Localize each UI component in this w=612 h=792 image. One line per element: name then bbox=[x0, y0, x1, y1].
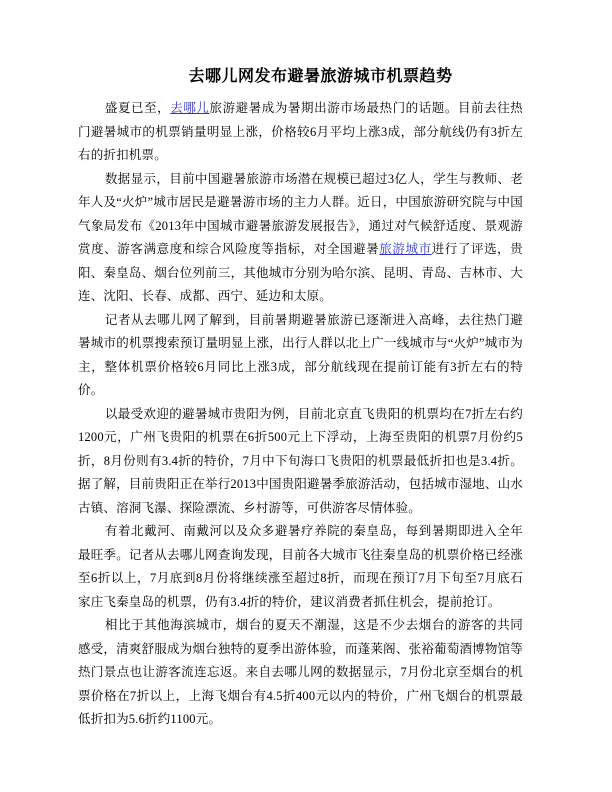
text-run: 以最受欢迎的避暑城市贵阳为例，目前北京直飞贵阳的机票均在7折左右约1200元，广州飞贵阳的机票在6折500元上下浮动，上海至贵阳的机票7月份约5折，8月份则有3.4折的特价，7月中下旬海口飞贵阳的机票最低折扣也是3.4折。据了解，目前贵阳正在举行2013中国贵阳避暑季旅游活动，包括城市湿地、山水古镇、溶洞飞瀑、探险漂流、乡村游等，可供游客尽情体验。 bbox=[78, 406, 523, 515]
paragraph-4 bbox=[78, 403, 523, 521]
text-run: 进行了评选，贵阳、秦皇岛、烟台位列前三，其他城市分别为哈尔滨、昆明、青岛、吉林市、大连、沈阳、长春、成都、西宁、延边和太原。 bbox=[78, 242, 523, 303]
article-body bbox=[78, 97, 523, 732]
text-run: 数据显示，目前中国避暑旅游市场潜在规模已超过3亿人，学生与教师、老年人及“火炉”城市居民是避暑游市场的主力人群。近日，中国旅游研究院与中国气象局发布《2013年中国城市避暑旅游发展报告》，通过对气候舒适度、景观游赏度、游客满意度和综合风险度等指标，对全国避暑 bbox=[78, 171, 523, 256]
text-run: 有着北戴河、南戴河以及众多避暑疗养院的秦皇岛，每到暑期即进入全年最旺季。记者从去哪儿网查询发现，目前各大城市飞往秦皇岛的机票价格已经涨至6折以上，7月底到8月份将继续涨至超过8折，而现在预订7月下旬至7月底石家庄飞秦皇岛的机票，仍有3.4折的特价，建议消费者抓住机会，提前抢订。 bbox=[78, 524, 523, 609]
text-run: 记者从去哪儿网了解到，目前暑期避暑旅游已逐渐进入高峰，去往热门避暑城市的机票搜索预订量明显上涨，出行人群以北上广一线城市与“火炉”城市为主，整体机票价格较6月同比上涨3成，部分航线现在提前订能有3折左右的特价。 bbox=[78, 312, 523, 397]
paragraph-2 bbox=[78, 168, 523, 309]
paragraph-6 bbox=[78, 614, 523, 732]
paragraph-5 bbox=[78, 520, 523, 614]
text-run: 盛夏已至， bbox=[104, 101, 171, 115]
text-run: 旅游避暑成为暑期出游市场最热门的话题。目前去往热门避暑城市的机票销量明显上涨，价格较6月平均上涨3成，部分航线仍有3折左右的折扣机票。 bbox=[78, 101, 523, 162]
paragraph-3 bbox=[78, 309, 523, 403]
text-run: 相比于其他海滨城市，烟台的夏天不潮湿，这是不少去烟台的游客的共同感受，清爽舒服成为烟台独特的夏季出游体验，而蓬莱阁、张裕葡萄酒博物馆等热门景点也让游客流连忘返。来自去哪儿网的数据显示，7月份北京至烟台的机票价格在7折以上，上海飞烟台有4.5折400元以内的特价，广州飞烟台的机票最低折扣为5.6折约1100元。 bbox=[78, 618, 523, 726]
link-travel-cities[interactable]: 旅游城市 bbox=[379, 242, 432, 256]
document-content bbox=[78, 66, 523, 732]
document-title: 去哪儿网发布避暑旅游城市机票趋势 bbox=[188, 68, 453, 85]
paragraph-1 bbox=[78, 97, 523, 168]
link-qunar[interactable]: 去哪儿 bbox=[170, 101, 210, 115]
